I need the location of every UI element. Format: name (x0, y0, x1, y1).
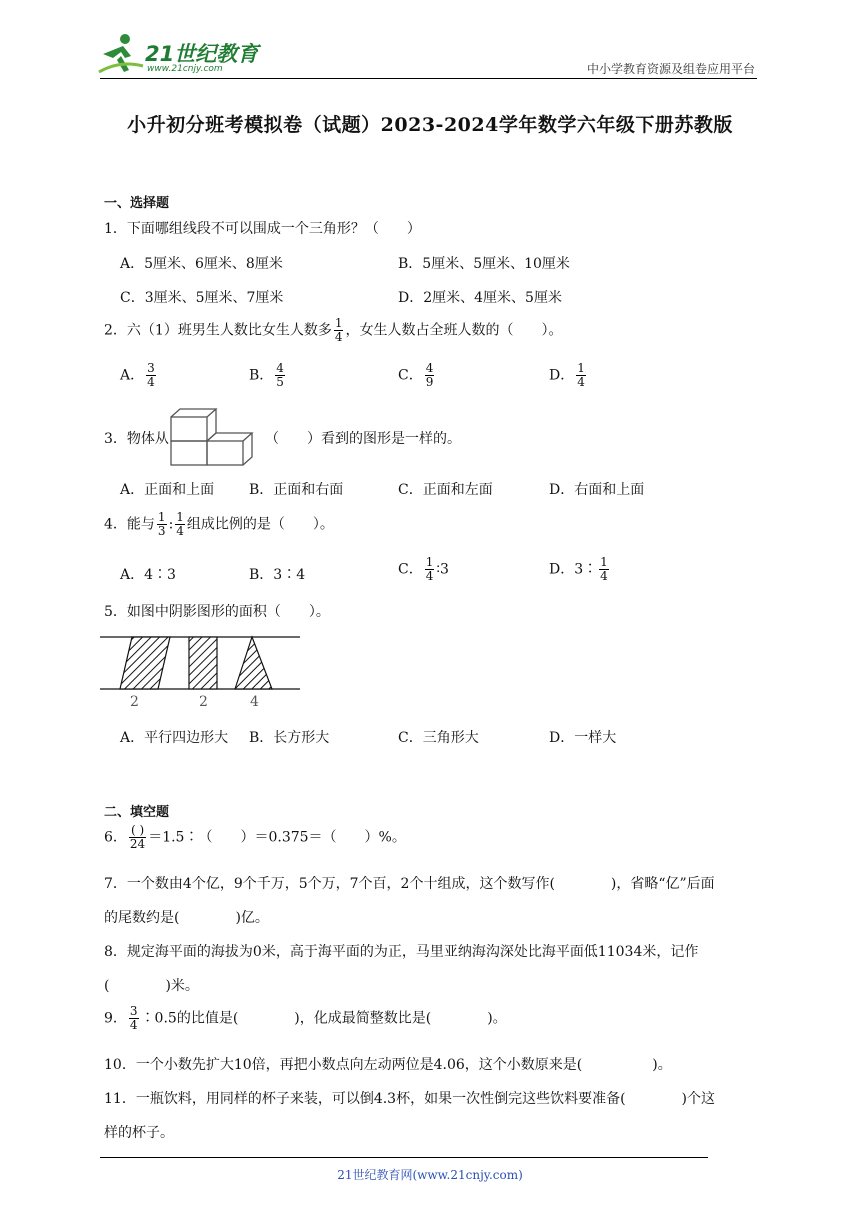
section-choice-title: 一、选择题 (104, 196, 170, 211)
question-9: 9． $\frac{3}{4}$ ∶0.5的比值是( )，化成最简整数比是( )。 (104, 1004, 507, 1032)
q5-option-a: A．平行四边形大 (120, 730, 229, 746)
q2-option-a: A． $\frac{3}{4}$ (120, 361, 155, 389)
q2-option-c: C． $\frac{4}{9}$ (398, 361, 434, 389)
question-2 (104, 317, 562, 344)
q1-option-a: A．5厘米、6厘米、8厘米 (120, 256, 283, 272)
question-4: 4．能与 $\frac{1}{3}$ : $\frac{1}{4}$ 组成比例的是（ ）。 (104, 510, 334, 538)
q2-post: ，女生人数占全班人数的（ ）。 (345, 322, 563, 339)
question-8-line1: 8．规定海平面的海拔为0米，高于海平面的为正，马里亚纳海沟深处比海平面低11034米，记作 (104, 944, 699, 960)
q2-option-b: B． $\frac{4}{5}$ (249, 361, 284, 389)
q4-option-d: D．3∶ $\frac{1}{4}$ (549, 555, 608, 583)
label-parallelogram: 2 (130, 694, 139, 710)
q2-option-d: D． $\frac{1}{4}$ (549, 361, 585, 389)
question-5: 5．如图中阴影图形的面积（ ）。 (104, 604, 330, 620)
question-7-line1: 7．一个数由4个亿，9个千万，5个万，7个百，2个十组成，这个数写作( )，省略“亿”后面 (104, 876, 715, 892)
q3-option-a: A．正面和上面 (120, 482, 215, 498)
footer-text: 21世纪教育网(www.21cnjy.com) (337, 1168, 523, 1182)
q3-option-d: D．右面和上面 (549, 482, 645, 498)
q4-option-a: A．4∶3 (120, 567, 176, 583)
q2-fraction: $\frac{1}{4}$ (334, 316, 343, 344)
question-8-line2: ( )米。 (104, 978, 199, 994)
triangle-shape (235, 637, 272, 689)
parallelogram-shape (120, 637, 170, 689)
q5-option-b: B．长方形大 (249, 730, 330, 746)
question-3-pre: 3．物体从 (104, 431, 169, 447)
question-11-line2: 样的杯子。 (104, 1125, 174, 1141)
label-rectangle: 2 (199, 694, 208, 710)
question-7-line2: 的尾数约是( )亿。 (104, 910, 269, 926)
footer-divider (100, 1157, 708, 1158)
q1-option-c: C．3厘米、5厘米、7厘米 (120, 290, 284, 306)
q1-option-d: D．2厘米、4厘米、5厘米 (398, 290, 562, 306)
q2-pre: 2．六（1）班男生人数比女生人数多 (104, 322, 332, 339)
header-divider (100, 78, 757, 79)
question-10: 10．一个小数先扩大10倍，再把小数点向左动两位是4.06，这个小数原来是( )。 (104, 1057, 672, 1073)
logo (95, 32, 265, 78)
q4-option-b: B．3∶4 (249, 567, 306, 583)
question-11-line1: 11．一瓶饮料，用同样的杯子来装，可以倒4.3杯，如果一次性倒完这些饮料要准备( )个这 (104, 1091, 716, 1107)
section-fill-title: 二、填空题 (104, 805, 170, 820)
q3-option-b: B．正面和右面 (249, 482, 344, 498)
logo-url: www.21cnjy.com (147, 64, 223, 74)
question-6: 6． $\frac{( )}{24}$ ＝1.5∶（ ）＝0.375＝（ ）%。 (104, 823, 406, 851)
shaded-shapes-figure (100, 628, 305, 712)
question-1: 1．下面哪组线段不可以围成一个三角形？（ ） (104, 221, 421, 237)
cube-figure (168, 405, 260, 469)
q4-option-c: C． $\frac{1}{4}$ ∶3 (398, 555, 449, 583)
q5-option-c: C．三角形大 (398, 730, 479, 746)
runner-logo-icon (95, 32, 145, 76)
page-title: 小升初分班考模拟卷（试题）2023-2024学年数学六年级下册苏教版 (127, 114, 733, 136)
rectangle-shape (189, 637, 217, 689)
question-3-post: （ ）看到的图形是一样的。 (265, 431, 461, 447)
q5-option-d: D．一样大 (549, 730, 617, 746)
header-right-text: 中小学教育资源及组卷应用平台 (586, 62, 755, 76)
label-triangle: 4 (250, 694, 259, 710)
logo-text: 21世纪教育 (145, 42, 259, 66)
q1-option-b: B．5厘米、5厘米、10厘米 (398, 256, 570, 272)
q3-option-c: C．正面和左面 (398, 482, 493, 498)
